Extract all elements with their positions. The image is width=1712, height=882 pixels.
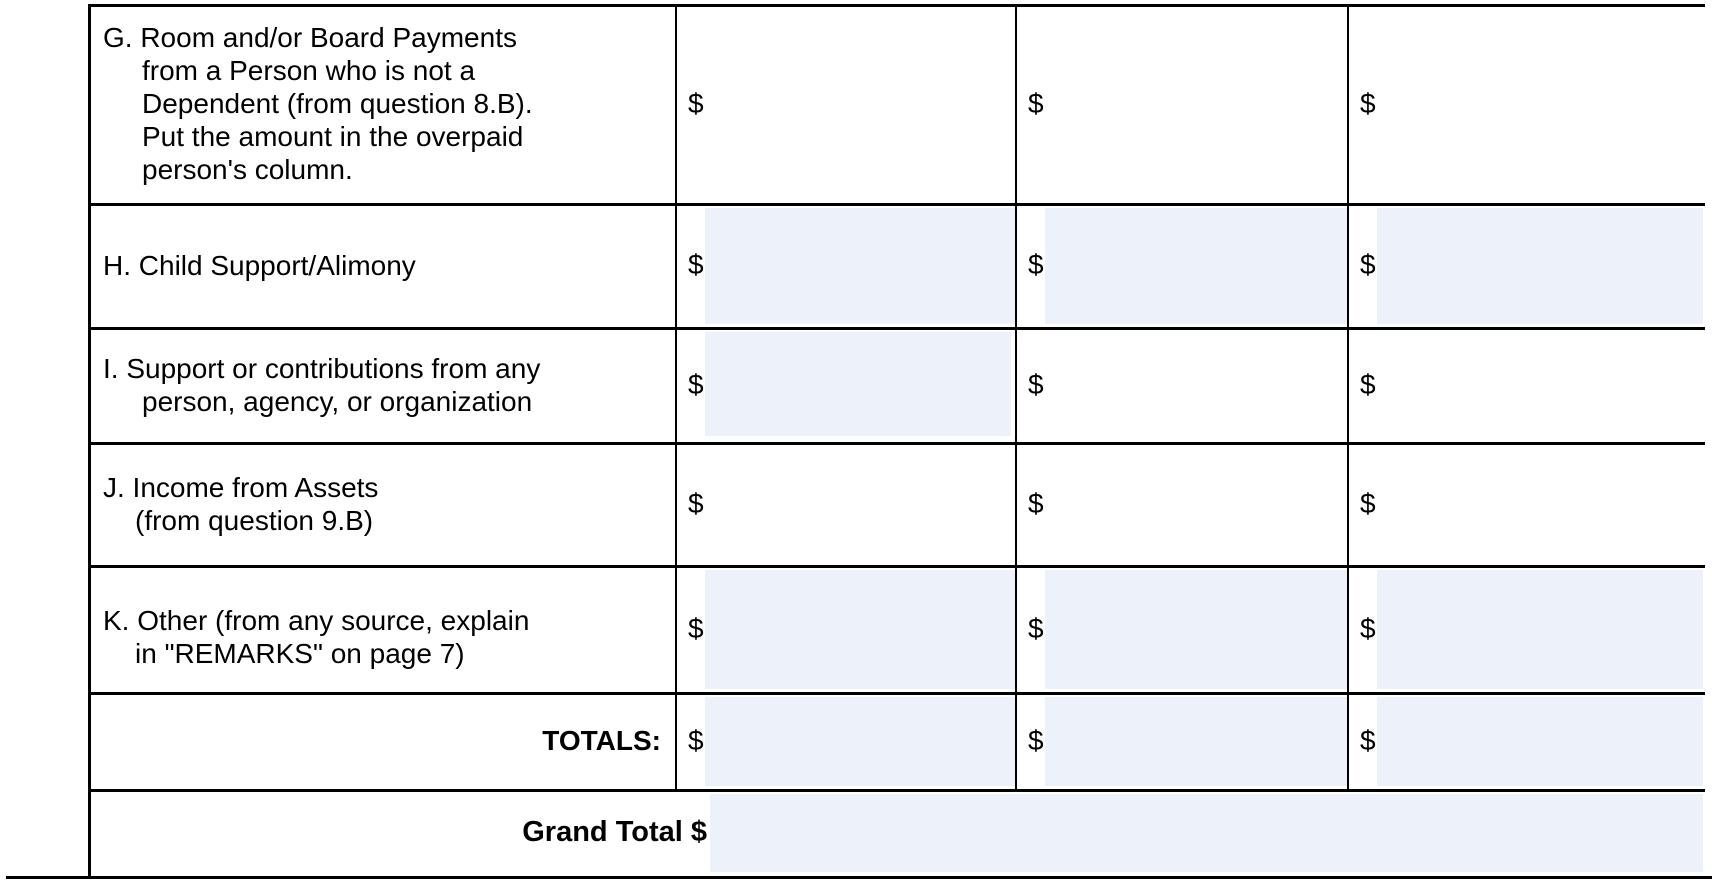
amount-field-k-col2[interactable] xyxy=(1045,570,1347,689)
row-g-label xyxy=(91,4,675,203)
amount-field-totals-col1[interactable] xyxy=(705,697,1015,786)
row-i-label xyxy=(91,327,675,442)
dollar-sign: $ xyxy=(688,368,704,400)
row-h-line-1: H. Child Support/Alimony xyxy=(103,249,416,281)
dollar-sign: $ xyxy=(1360,487,1376,519)
table-border-col2 xyxy=(1015,4,1017,792)
grand-total-field[interactable] xyxy=(710,794,1703,872)
row-k-line-1: K. Other (from any source, explain xyxy=(103,604,530,636)
amount-field-i-col3[interactable] xyxy=(1377,332,1703,436)
row-k-label xyxy=(91,565,675,692)
totals-label: TOTALS: xyxy=(542,724,661,756)
amount-field-j-col2[interactable] xyxy=(1045,447,1347,559)
row-i-line-1: I. Support or contributions from any xyxy=(103,352,541,384)
dollar-sign: $ xyxy=(1028,249,1044,280)
dollar-sign: $ xyxy=(1028,487,1044,519)
dollar-sign: $ xyxy=(1360,724,1376,756)
amount-field-totals-col2[interactable] xyxy=(1045,697,1347,786)
grand-total-label: Grand Total $ xyxy=(522,816,707,848)
dollar-sign: $ xyxy=(1360,612,1376,644)
row-j-line-1: J. Income from Assets xyxy=(103,471,379,503)
dollar-sign: $ xyxy=(688,87,704,119)
dollar-sign: $ xyxy=(1360,249,1376,280)
amount-field-k-col1[interactable] xyxy=(705,570,1015,689)
dollar-sign: $ xyxy=(1028,612,1044,644)
amount-field-g-col1[interactable] xyxy=(705,9,1015,200)
dollar-sign: $ xyxy=(688,249,704,280)
row-h-label xyxy=(91,203,675,327)
amount-field-j-col3[interactable] xyxy=(1377,447,1703,559)
amount-field-h-col3[interactable] xyxy=(1377,208,1703,324)
dollar-sign: $ xyxy=(1028,368,1044,400)
row-g-line-2: from a Person who is not a xyxy=(142,55,476,86)
amount-field-i-col2[interactable] xyxy=(1045,332,1347,436)
table-border-col3 xyxy=(1347,4,1349,792)
row-g-line-1: G. Room and/or Board Payments xyxy=(103,22,517,53)
dollar-sign: $ xyxy=(688,612,704,644)
row-k-line-2: in "REMARKS" on page 7) xyxy=(135,637,465,669)
table-border-col1 xyxy=(675,4,677,792)
dollar-sign: $ xyxy=(1360,368,1376,400)
dollar-sign: $ xyxy=(1028,87,1044,119)
amount-field-i-col1[interactable] xyxy=(705,332,1011,436)
amount-field-totals-col3[interactable] xyxy=(1377,697,1703,786)
page-rule-bottom xyxy=(6,876,1712,879)
row-g-line-3: Dependent (from question 8.B). xyxy=(142,88,533,119)
row-g-line-4: Put the amount in the overpaid xyxy=(142,121,524,152)
row-i-line-2: person, agency, or organization xyxy=(142,385,533,417)
dollar-sign: $ xyxy=(688,724,704,756)
row-j-line-2: (from question 9.B) xyxy=(135,504,374,536)
dollar-sign: $ xyxy=(1028,724,1044,756)
amount-field-g-col3[interactable] xyxy=(1377,9,1703,200)
row-j-label xyxy=(91,442,675,565)
amount-field-g-col2[interactable] xyxy=(1045,9,1347,200)
amount-field-h-col2[interactable] xyxy=(1045,208,1347,324)
dollar-sign: $ xyxy=(688,487,704,519)
amount-field-h-col1[interactable] xyxy=(705,208,1015,324)
amount-field-j-col1[interactable] xyxy=(705,447,1015,559)
amount-field-k-col3[interactable] xyxy=(1377,570,1703,689)
dollar-sign: $ xyxy=(1360,87,1376,119)
row-g-line-5: person's column. xyxy=(142,154,353,185)
